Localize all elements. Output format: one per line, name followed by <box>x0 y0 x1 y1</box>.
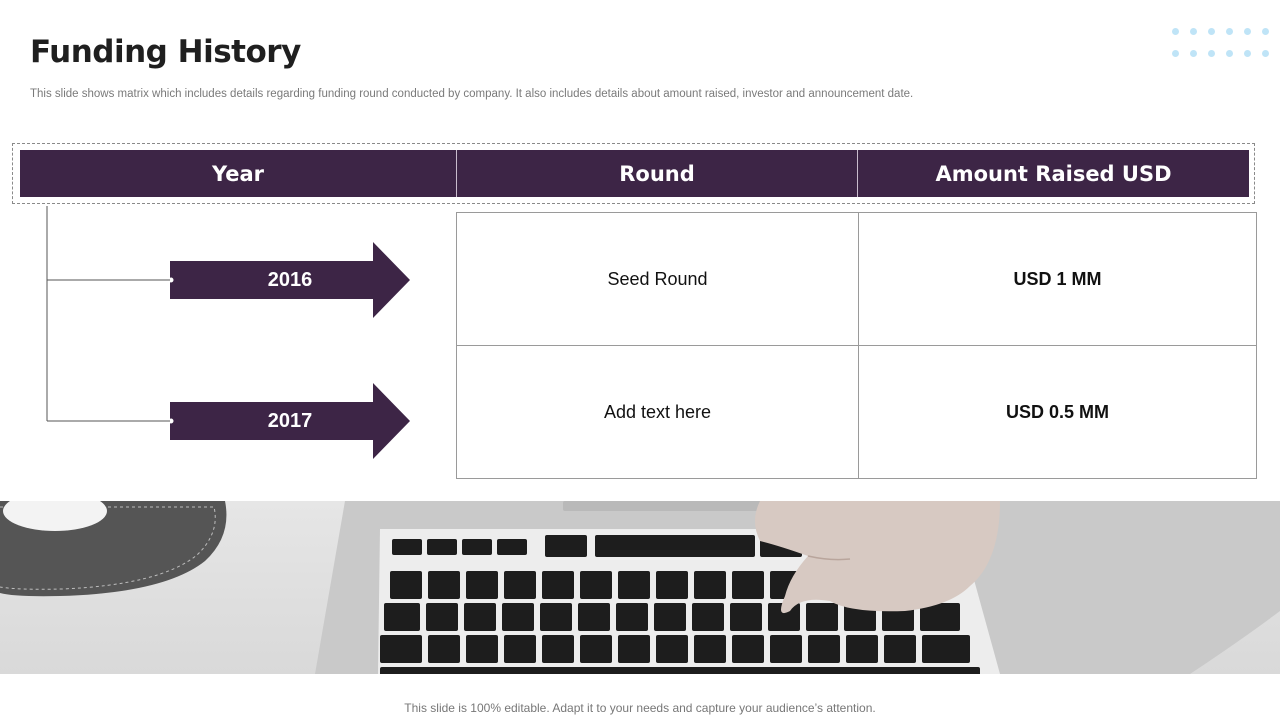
decorative-dots-icon <box>1168 24 1280 64</box>
header-round: Round <box>456 150 857 197</box>
keyboard-illustration-icon <box>0 501 1280 674</box>
year-arrow-2017 <box>170 383 411 459</box>
slide-footer: This slide is 100% editable. Adapt it to your needs and capture your audience’s attention. <box>404 701 876 715</box>
timeline-connector <box>0 0 260 440</box>
header-amount: Amount Raised USD <box>857 150 1249 197</box>
year-label: 2017 <box>267 409 313 432</box>
amount-cell: USD 0.5 MM <box>1005 401 1110 422</box>
round-cell: Add text here <box>457 346 859 478</box>
funding-table <box>456 212 1257 479</box>
header-year: Year <box>211 161 265 186</box>
amount-cell: USD 1 MM <box>859 213 1256 346</box>
round-cell: Seed Round <box>457 213 859 346</box>
slide-title: Funding History <box>30 34 301 70</box>
year-arrow-2016 <box>170 242 411 318</box>
slide-subtitle: This slide shows matrix which includes details regarding funding round conducted by company. It also includes details about amount raised, investor and announcement date. <box>30 88 914 100</box>
laptop-photo <box>0 501 1280 674</box>
year-label: 2016 <box>267 268 313 291</box>
